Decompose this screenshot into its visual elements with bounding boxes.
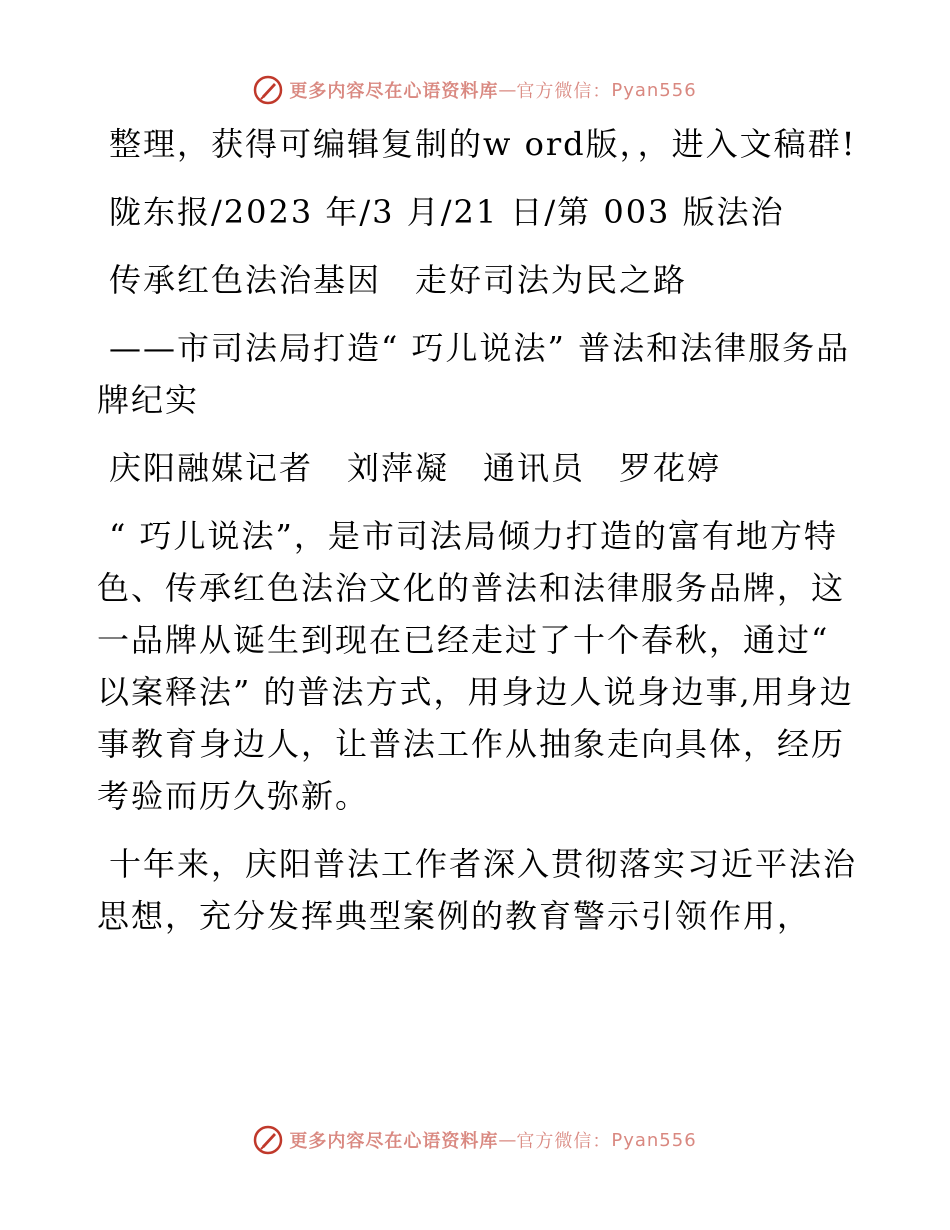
footer-separator: —: [498, 1129, 517, 1151]
body-paragraph-2: 十年来，庆阳普法工作者深入贯彻落实习近平法治思想，充分发挥典型案例的教育警示引领作用，: [97, 845, 858, 935]
body-paragraph-1: “ 巧儿说法”，是市司法局倾力打造的富有地方特色、传承红色法治文化的普法和法律服务品牌，这一品牌从诞生到现在已经走过了十个春秋，通过“ 以案释法” 的普法方式，用身边人说身边事,用身边事教育身边人，让普法工作从抽象走向具体，经历考验而历久弥新。: [97, 517, 854, 815]
source-line: 陇东报/2023 年/3 月/21 日/第 003 版法治: [109, 193, 785, 231]
footer-site-name: 更多内容尽在心语资料库: [289, 1131, 499, 1152]
header-site-name: 更多内容尽在心语资料库: [289, 81, 499, 102]
footer-wechat-id: Pyan556: [611, 1129, 697, 1151]
article-title: 传承红色法治基因 走好司法为民之路: [109, 261, 688, 299]
document-body: [97, 118, 857, 958]
header-watermark-banner: [0, 70, 950, 110]
header-wechat-label: 官方微信：: [516, 81, 612, 102]
header-wechat-id: Pyan556: [611, 79, 697, 101]
header-separator: —: [498, 79, 517, 101]
quill-logo-icon: [253, 75, 283, 105]
quill-logo-icon: [253, 1125, 283, 1155]
footer-wechat-label: 官方微信：: [516, 1131, 612, 1152]
article-subtitle: ——市司法局打造“ 巧儿说法” 普法和法律服务品牌纪实: [97, 329, 851, 419]
footer-watermark-banner: [0, 1120, 950, 1160]
intro-paragraph: 整理，获得可编辑复制的w ord版，，进入文稿群!: [109, 125, 857, 163]
byline: 庆阳融媒记者 刘萍凝 通讯员 罗花婷: [109, 449, 722, 487]
